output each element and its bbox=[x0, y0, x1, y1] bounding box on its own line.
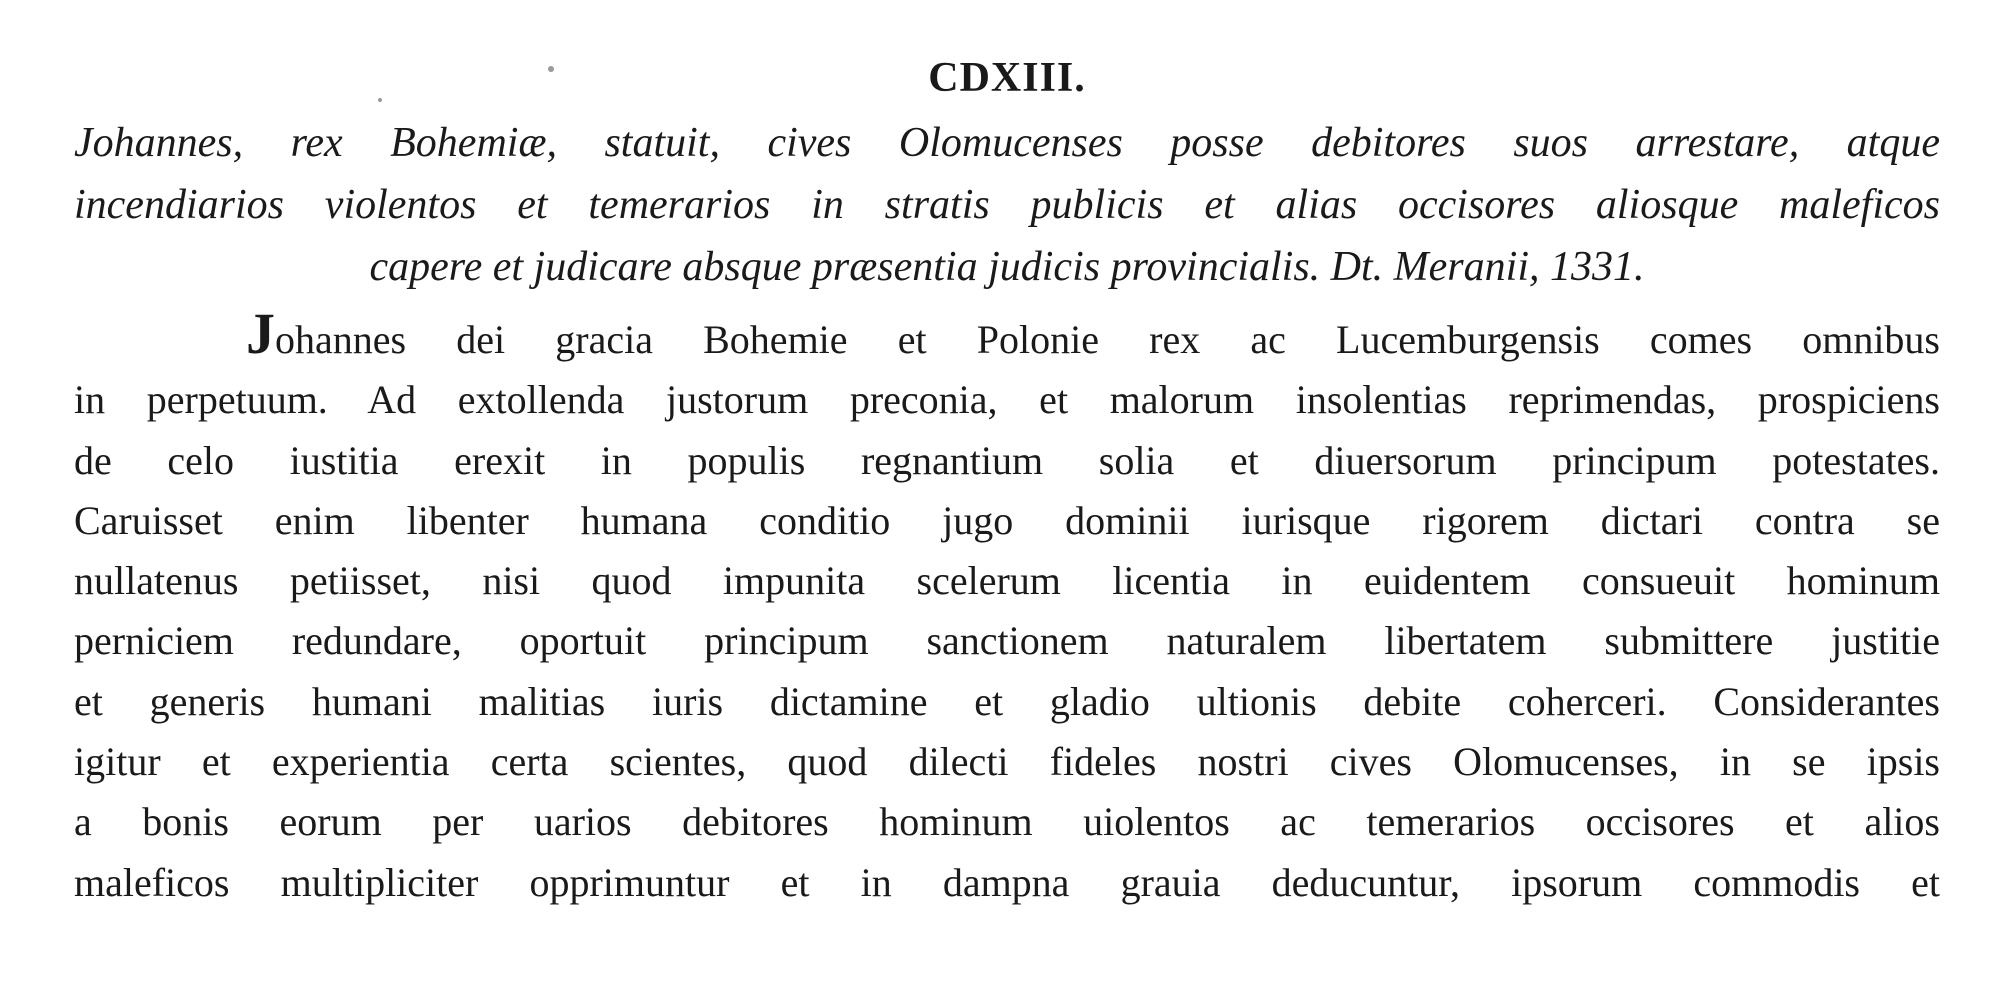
body-line: et generis humani malitias iuris dictamine et gladio ultionis debite coherceri. Considerantes bbox=[74, 678, 1940, 724]
body-line: de celo iustitia erexit in populis regnantium solia et diuersorum principum potestates. bbox=[74, 437, 1940, 483]
body-line: nullatenus petiisset, nisi quod impunita scelerum licentia in euidentem consueuit hominum bbox=[74, 558, 1940, 604]
body-line: in perpetuum. Ad extollenda justorum preconia, et malorum insolentias reprimendas, prospiciens bbox=[74, 377, 1940, 423]
body-first-line bbox=[74, 301, 1940, 370]
summary-line: incendiarios violentos et temerarios in stratis publicis et alias occisores aliosque maleficos bbox=[74, 182, 1940, 228]
document-summary bbox=[74, 112, 1940, 298]
drop-initial: J bbox=[246, 301, 275, 366]
body-line: a bonis eorum per uarios debitores hominum uiolentos ac temerarios occisores et alios bbox=[74, 799, 1940, 845]
document-body bbox=[74, 301, 1940, 913]
summary-line: capere et judicare absque præsentia judicis provincialis. Dt. Meranii, 1331. bbox=[369, 244, 1645, 290]
document-page bbox=[74, 48, 1940, 913]
body-line: perniciem redundare, oportuit principum sanctionem naturalem libertatem submittere justitie bbox=[74, 618, 1940, 664]
document-number-heading: CDXIII. bbox=[928, 55, 1086, 101]
body-first-line-text: ohannes dei gracia Bohemie et Polonie rex ac Lucemburgensis comes omnibus bbox=[275, 317, 1940, 362]
body-line: maleficos multipliciter opprimuntur et in dampna grauia deducuntur, ipsorum commodis et bbox=[74, 859, 1940, 905]
summary-line: Johannes, rex Bohemiæ, statuit, cives Olomucenses posse debitores suos arrestare, atque bbox=[74, 120, 1940, 166]
body-line: Caruisset enim libenter humana conditio jugo dominii iurisque rigorem dictari contra se bbox=[74, 497, 1940, 543]
body-line: igitur et experientia certa scientes, quod dilecti fideles nostri cives Olomucenses, in se ipsis bbox=[74, 739, 1940, 785]
